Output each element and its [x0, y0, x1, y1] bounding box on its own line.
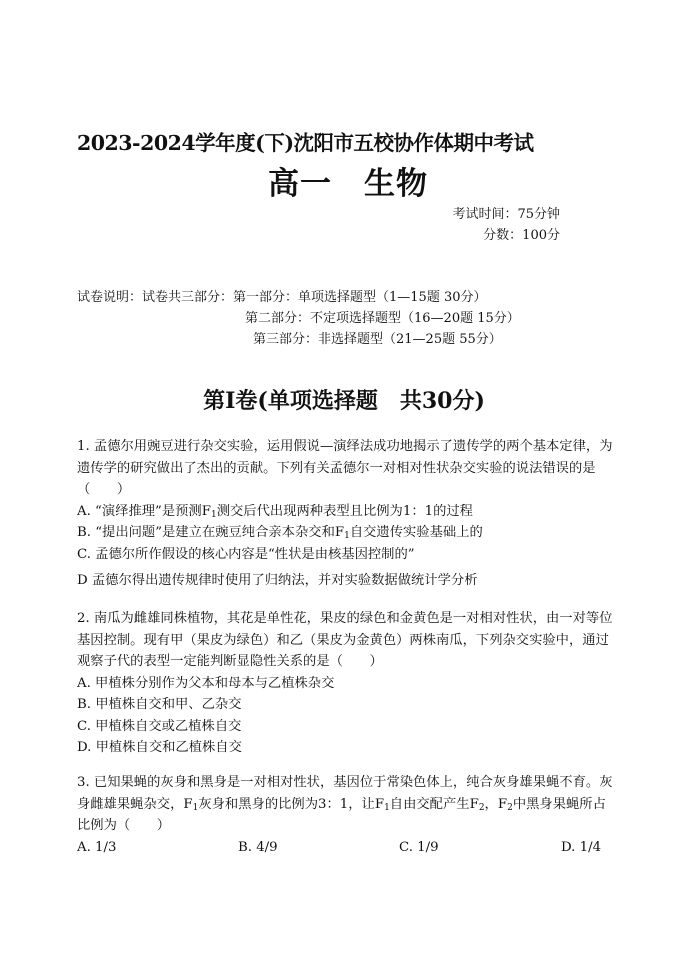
question-1-option-c: C. 孟德尔所作假设的核心内容是“性状是由核基因控制的”: [77, 546, 415, 562]
instructions-line-3: 第三部分：非选择题型（21—25题 55分）: [253, 332, 502, 347]
subject-title: 高一 生物: [268, 166, 428, 202]
question-1-stem: 1. 孟德尔用豌豆进行杂交实验，运用假说—演绎法成功地揭示了遗传学的两个基本定律，为遗传学的研究做出了杰出的贡献。下列有关孟德尔一对相对性状杂交实验的说法错误的是（ ）: [77, 439, 613, 497]
question-3-options: [77, 837, 615, 859]
instructions-line-2: 第二部分：不定项选择题型（16—20题 15分）: [245, 311, 520, 326]
question-1-option-d: D 孟德尔得出遗传规律时使用了归纳法，并对实验数据做统计学分析: [77, 573, 478, 588]
question-2: [77, 608, 615, 759]
question-2-option-d: D. 甲植株自交和乙植株自交: [77, 740, 242, 755]
question-2-option-b: B. 甲植株自交和甲、乙杂交: [77, 697, 242, 712]
question-1-option-a: A. “演绎推理”是预测$F_1$测交后代出现两种表型且比例为1：1的过程: [77, 503, 473, 520]
question-3-option-a: A. 1/3: [77, 839, 117, 855]
question-1: [77, 436, 615, 592]
question-1-option-b: B. “提出问题”是建立在豌豆纯合亲本杂交和$F_1$自交遗传实验基础上的: [77, 525, 483, 541]
question-3: [77, 772, 615, 858]
question-3-option-c: C. 1/9: [399, 839, 439, 855]
exam-score: 分数：100分: [483, 228, 560, 243]
question-2-option-c: C. 甲植株自交或乙植株自交: [77, 718, 242, 734]
exam-title: 2023-2024学年度(下)沈阳市五校协作体期中考试: [77, 131, 534, 155]
question-2-option-a: A. 甲植株分别作为父本和母本与乙植株杂交: [77, 675, 335, 691]
question-3-option-d: D. 1/4: [561, 839, 602, 855]
section-title: 第Ⅰ卷(单项选择题 共30分): [203, 388, 485, 414]
exam-time: 考试时间：75分钟: [452, 207, 560, 222]
question-3-option-b: B. 4/9: [238, 839, 278, 855]
question-2-stem: 2. 南瓜为雌雄同株植物，其花是单性花，果皮的绿色和金黄色是一对相对性状，由一对等位基因控制。现有甲（果皮为绿色）和乙（果皮为金黄色）两株南瓜，下列杂交实验中，通过观察子代的表型一定能判断显隐性关系的是（ ）: [77, 611, 613, 669]
question-3-stem: 3. 已知果蝇的灰身和黑身是一对相对性状，基因位于常染色体上，纯合灰身雄果蝇不育。灰身雌雄果蝇杂交，$F_1$灰身和黑身的比例为3：1，让$F_1$自由交配产生$F_2$，$F_2$中黑身果蝇所占比例为（ ）: [77, 775, 613, 833]
instructions-line-1: 试卷说明：试卷共三部分：第一部分：单项选择题型（1—15题 30分）: [77, 290, 487, 305]
